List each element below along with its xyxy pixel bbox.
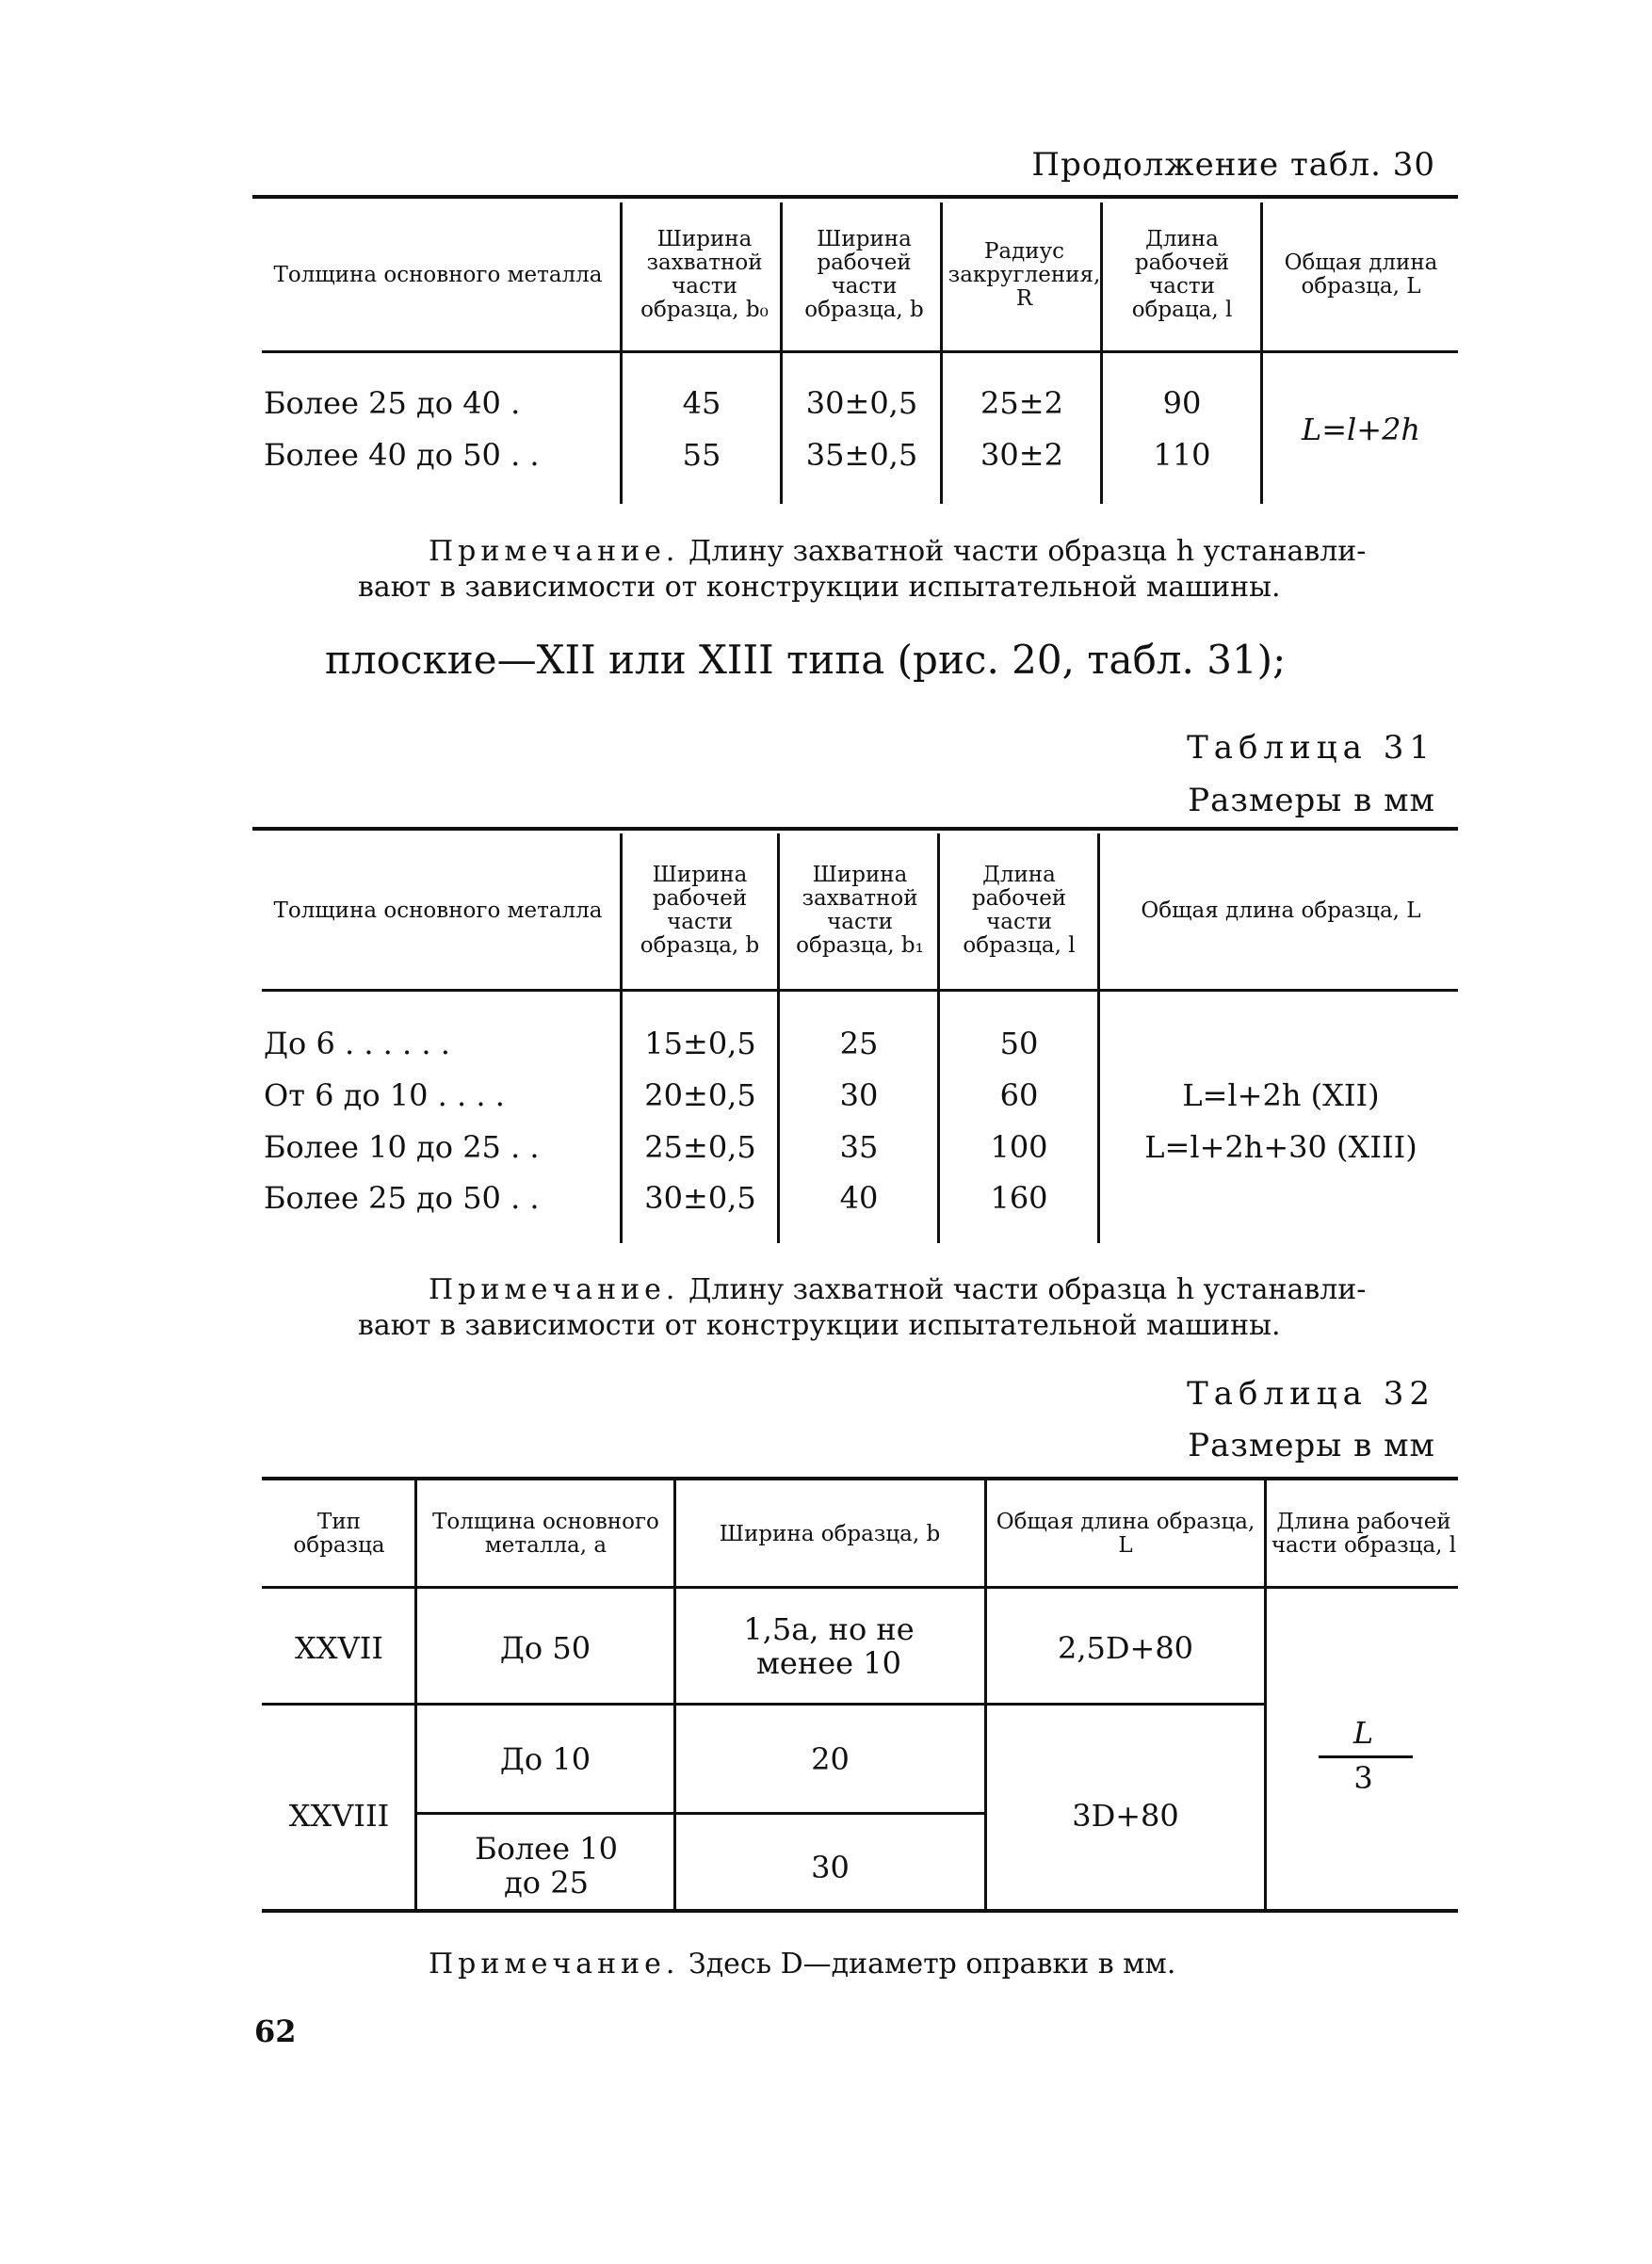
t31-r1-work-width: 15±0,5 (644, 1026, 756, 1061)
t30-note-line2: вают в зависимости от конструкции испытательной машины. (358, 571, 1281, 604)
t30-vline-2 (780, 202, 783, 504)
t30-header-work-length: Длина рабочей части обраца, l (1131, 227, 1233, 322)
t32-vline-1 (414, 1480, 417, 1909)
t30-vline-3 (940, 202, 943, 504)
t32-row-divider-1 (262, 1703, 1264, 1706)
t32-type-xxviii: XXVIII (288, 1798, 390, 1834)
table32-units: Размеры в мм (1188, 1427, 1435, 1464)
t32-xxvii-thickness: До 50 (499, 1630, 591, 1666)
t31-vline-3 (937, 833, 940, 1243)
t32-vline-4 (1264, 1480, 1267, 1909)
t32-xxviii-r2-thickness: Более 10 до 25 (475, 1831, 618, 1900)
t32-header-thickness: Толщина основного металла, a (432, 1510, 659, 1558)
t30-r2-work-length: 110 (1153, 437, 1211, 473)
t31-header-grip-width: Ширина захватной части образца, b₁ (796, 863, 924, 958)
t30-note-word: Примечание. (429, 535, 680, 568)
t32-header-type: Тип образца (293, 1510, 385, 1558)
t30-r1-grip-width: 45 (682, 385, 721, 421)
table30-caption: Продолжение табл. 30 (1031, 146, 1435, 184)
t30-r2-work-width: 35±0,5 (805, 437, 918, 473)
t32-note-line (429, 1948, 1175, 1981)
table30-header-rule (262, 350, 1458, 353)
t31-note-line1 (429, 1273, 1366, 1307)
t30-header-work-width: Ширина рабочей части образца, b (804, 227, 924, 322)
t32-type-xxvii: XXVII (295, 1630, 383, 1666)
body-line: плоские—XII или XIII типа (рис. 20, табл. 31); (325, 637, 1287, 683)
t31-r2-work-length: 60 (999, 1077, 1039, 1113)
t30-total-formula: L=l+2h (1301, 412, 1421, 447)
t30-header-grip-width: Ширина захватной части образца, b₀ (640, 227, 769, 322)
t31-r3-work-length: 100 (990, 1129, 1048, 1165)
t32-vline-3 (984, 1480, 987, 1909)
t31-r4-work-length: 160 (990, 1180, 1048, 1216)
t30-r2-grip-width: 55 (682, 437, 721, 473)
t31-r3-work-width: 25±0,5 (644, 1129, 756, 1165)
table31-header-rule (262, 989, 1458, 992)
t31-note-line2: вают в зависимости от конструкции испытательной машины. (358, 1309, 1281, 1342)
t31-formula-xiii: L=l+2h+30 (XIII) (1144, 1129, 1417, 1165)
t32-xxviii-r1-thickness: До 10 (499, 1741, 591, 1777)
t31-r1-grip-width: 25 (839, 1026, 879, 1061)
table32-caption: Таблица 32 (1187, 1375, 1435, 1413)
t32-xxviii-r2-width: 30 (811, 1850, 850, 1885)
t32-header-width: Ширина образца, b (719, 1521, 941, 1546)
t30-header-radius: Радиус закругления, R (947, 238, 1101, 311)
t31-note-text: Длину захватной части образца h устанавли- (688, 1273, 1367, 1306)
t31-note-word: Примечание. (429, 1273, 680, 1306)
t30-r1-work-width: 30±0,5 (805, 385, 918, 421)
t30-header-total-length: Общая длина образца, L (1284, 251, 1438, 299)
t31-vline-4 (1097, 833, 1100, 1243)
t32-xxviii-r1-width: 20 (811, 1741, 850, 1777)
t30-vline-1 (620, 202, 623, 504)
t32-fraction-bar (1319, 1755, 1413, 1758)
t31-vline-2 (777, 833, 780, 1243)
table32-top-rule (262, 1477, 1458, 1480)
t30-vline-5 (1260, 202, 1263, 504)
t31-r4-thickness: Более 25 до 50 . . (264, 1180, 540, 1216)
t30-note-line1 (429, 535, 1366, 569)
t31-r3-grip-width: 35 (839, 1129, 879, 1165)
t32-xxvii-length: 2,5D+80 (1057, 1630, 1194, 1666)
t31-header-total-length: Общая длина образца, L (1141, 898, 1421, 923)
t30-r1-work-length: 90 (1162, 385, 1202, 421)
t32-row-divider-2 (417, 1812, 984, 1815)
table31-caption: Таблица 31 (1187, 729, 1435, 767)
t30-header-thickness: Толщина основного металла (273, 262, 603, 287)
t32-header-work-length: Длина рабочей части образца, l (1271, 1510, 1457, 1558)
t30-note-text: Длину захватной части образца h устанавли- (688, 535, 1367, 568)
t32-vline-2 (673, 1480, 676, 1909)
t32-note-text: Здесь D—диаметр оправки в мм. (688, 1948, 1176, 1981)
t31-header-work-width: Ширина рабочей части образца, b (640, 863, 760, 958)
t32-work-len-numerator: L (1352, 1715, 1374, 1751)
t32-note-word: Примечание. (429, 1948, 680, 1981)
t31-r3-thickness: Более 10 до 25 . . (264, 1129, 540, 1165)
t31-r4-work-width: 30±0,5 (644, 1180, 756, 1216)
t30-r2-radius: 30±2 (980, 437, 1063, 473)
t31-r1-thickness: До 6 . . . . . . (264, 1026, 450, 1061)
t30-r2-thickness: Более 40 до 50 . . (264, 437, 540, 473)
t31-header-work-length: Длина рабочей части образца, l (963, 863, 1076, 958)
table31-units: Размеры в мм (1188, 782, 1435, 819)
t32-header-total-length: Общая длина образца, L (996, 1510, 1255, 1558)
t31-r1-work-length: 50 (999, 1026, 1039, 1061)
t30-vline-4 (1100, 202, 1103, 504)
t31-r2-grip-width: 30 (839, 1077, 879, 1113)
t32-xxviii-length: 3D+80 (1072, 1798, 1179, 1834)
t32-xxvii-width: 1,5a, но не менее 10 (743, 1611, 915, 1681)
t31-r2-work-width: 20±0,5 (644, 1077, 756, 1113)
t31-r2-thickness: От 6 до 10 . . . . (264, 1077, 505, 1113)
t31-header-thickness: Толщина основного металла (273, 898, 603, 923)
t31-formula-xii: L=l+2h (XII) (1182, 1077, 1380, 1113)
table32-bottom-rule (262, 1909, 1458, 1913)
t31-r4-grip-width: 40 (839, 1180, 879, 1216)
table31-top-rule (252, 827, 1458, 831)
t32-work-len-denominator: 3 (1353, 1760, 1373, 1796)
page-number: 62 (254, 2013, 297, 2049)
table30-top-rule (252, 195, 1458, 199)
t31-vline-1 (620, 833, 623, 1243)
t30-r1-radius: 25±2 (980, 385, 1063, 421)
t30-r1-thickness: Более 25 до 40 . (264, 385, 521, 421)
table32-header-rule (262, 1586, 1458, 1589)
